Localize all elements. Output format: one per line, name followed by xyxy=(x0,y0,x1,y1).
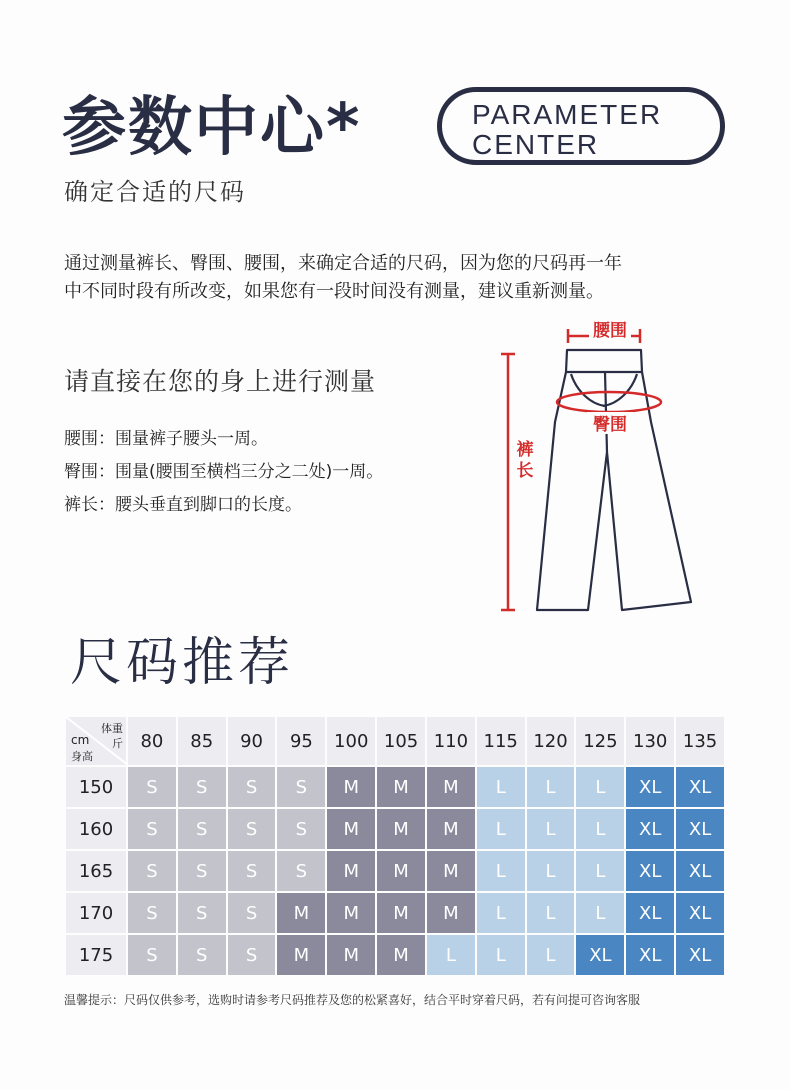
size-cell: L xyxy=(526,766,576,808)
size-cell: M xyxy=(326,892,376,934)
size-cell: S xyxy=(227,934,277,976)
size-cell: M xyxy=(326,850,376,892)
pants-diagram xyxy=(495,312,705,622)
weight-header: 120 xyxy=(526,716,576,766)
size-table-body xyxy=(65,766,725,976)
size-cell: XL xyxy=(675,808,725,850)
height-cell: 175 xyxy=(65,934,127,976)
size-cell: S xyxy=(177,850,227,892)
measure-waist: 腰围：围量裤子腰头一周。 xyxy=(64,429,268,449)
weight-header: 125 xyxy=(575,716,625,766)
weight-header: 90 xyxy=(227,716,277,766)
weight-header: 135 xyxy=(675,716,725,766)
size-cell: M xyxy=(376,850,426,892)
measure-length: 裤长：腰头垂直到脚口的长度。 xyxy=(64,495,302,515)
parameter-center-badge xyxy=(437,87,725,165)
badge-line-1: PARAMETER xyxy=(472,99,663,130)
size-cell: S xyxy=(177,766,227,808)
weight-header: 105 xyxy=(376,716,426,766)
waist-label: 腰围 xyxy=(593,321,627,341)
table-row xyxy=(65,850,725,892)
size-cell: S xyxy=(276,850,326,892)
size-cell: S xyxy=(227,850,277,892)
size-cell: M xyxy=(276,934,326,976)
pants-pocket-right xyxy=(603,374,637,406)
weight-header: 85 xyxy=(177,716,227,766)
intro-text xyxy=(64,250,744,306)
size-cell: L xyxy=(575,808,625,850)
size-cell: S xyxy=(177,934,227,976)
height-cell: 160 xyxy=(65,808,127,850)
corner-height-label: 身高 xyxy=(71,750,93,763)
size-recommend-heading: 尺码推荐 xyxy=(70,633,295,693)
table-row xyxy=(65,934,725,976)
page-title: 参数中心* xyxy=(62,91,362,165)
size-cell: S xyxy=(276,766,326,808)
badge-text xyxy=(472,100,662,160)
size-cell: S xyxy=(227,766,277,808)
size-cell: S xyxy=(227,892,277,934)
badge-line-2: CENTER xyxy=(472,129,600,160)
size-cell: M xyxy=(376,934,426,976)
size-cell: L xyxy=(526,892,576,934)
length-label-bottom: 长 xyxy=(516,461,534,481)
length-label-top: 裤 xyxy=(516,440,534,460)
weight-header: 115 xyxy=(476,716,526,766)
pants-waistband xyxy=(566,350,642,372)
size-cell: S xyxy=(127,766,177,808)
size-table-header-row xyxy=(65,716,725,766)
footer-note: 温馨提示：尺码仅供参考，选购时请参考尺码推荐及您的松紧喜好，结合平时穿着尺码，若有问提可咨询客服 xyxy=(64,993,641,1007)
size-cell: L xyxy=(476,766,526,808)
size-table xyxy=(64,715,726,977)
table-row xyxy=(65,766,725,808)
size-cell: M xyxy=(276,892,326,934)
size-cell: S xyxy=(177,808,227,850)
intro-line-1: 通过测量裤长、臀围、腰围，来确定合适的尺码，因为您的尺码再一年 xyxy=(64,253,622,274)
height-cell: 165 xyxy=(65,850,127,892)
corner-weight-label: 体重 xyxy=(101,722,123,735)
size-cell: XL xyxy=(625,892,675,934)
corner-jin-label: 斤 xyxy=(112,737,123,750)
weight-header: 80 xyxy=(127,716,177,766)
size-cell: L xyxy=(476,892,526,934)
table-corner xyxy=(65,716,127,766)
size-cell: XL xyxy=(675,766,725,808)
size-cell: S xyxy=(177,892,227,934)
size-cell: S xyxy=(127,850,177,892)
height-cell: 150 xyxy=(65,766,127,808)
weight-header: 95 xyxy=(276,716,326,766)
size-cell: L xyxy=(426,934,476,976)
pants-outline xyxy=(537,372,691,610)
size-cell: M xyxy=(426,808,476,850)
weight-header: 130 xyxy=(625,716,675,766)
size-cell: XL xyxy=(625,766,675,808)
pants-pocket-left xyxy=(571,374,605,406)
size-cell: L xyxy=(575,892,625,934)
weight-header: 110 xyxy=(426,716,476,766)
size-cell: M xyxy=(376,766,426,808)
size-cell: XL xyxy=(625,850,675,892)
size-cell: M xyxy=(376,808,426,850)
size-cell: L xyxy=(575,850,625,892)
size-cell: S xyxy=(127,808,177,850)
size-cell: M xyxy=(326,766,376,808)
weight-header: 100 xyxy=(326,716,376,766)
size-cell: L xyxy=(526,934,576,976)
hip-label: 臀围 xyxy=(593,415,627,435)
size-cell: XL xyxy=(675,934,725,976)
size-cell: L xyxy=(476,808,526,850)
size-cell: XL xyxy=(675,892,725,934)
measure-heading: 请直接在您的身上进行测量 xyxy=(64,367,377,396)
height-cell: 170 xyxy=(65,892,127,934)
table-row xyxy=(65,892,725,934)
size-cell: M xyxy=(426,766,476,808)
size-cell: L xyxy=(575,766,625,808)
size-cell: L xyxy=(526,850,576,892)
size-cell: S xyxy=(127,892,177,934)
table-row xyxy=(65,808,725,850)
size-cell: M xyxy=(326,808,376,850)
size-cell: XL xyxy=(575,934,625,976)
size-cell: XL xyxy=(625,808,675,850)
size-cell: M xyxy=(426,892,476,934)
size-cell: L xyxy=(526,808,576,850)
size-cell: XL xyxy=(675,850,725,892)
size-cell: L xyxy=(476,850,526,892)
size-cell: S xyxy=(227,808,277,850)
intro-line-2: 中不同时段有所改变，如果您有一段时间没有测量，建议重新测量。 xyxy=(64,281,604,302)
size-cell: S xyxy=(276,808,326,850)
size-cell: L xyxy=(476,934,526,976)
page-subtitle: 确定合适的尺码 xyxy=(64,178,246,206)
measure-hip: 臀围：围量(腰围至横档三分之二处)一周。 xyxy=(64,462,384,482)
size-cell: S xyxy=(127,934,177,976)
size-cell: M xyxy=(376,892,426,934)
size-cell: M xyxy=(426,850,476,892)
size-cell: M xyxy=(326,934,376,976)
size-cell: XL xyxy=(625,934,675,976)
corner-cm-label: cm xyxy=(71,733,90,747)
